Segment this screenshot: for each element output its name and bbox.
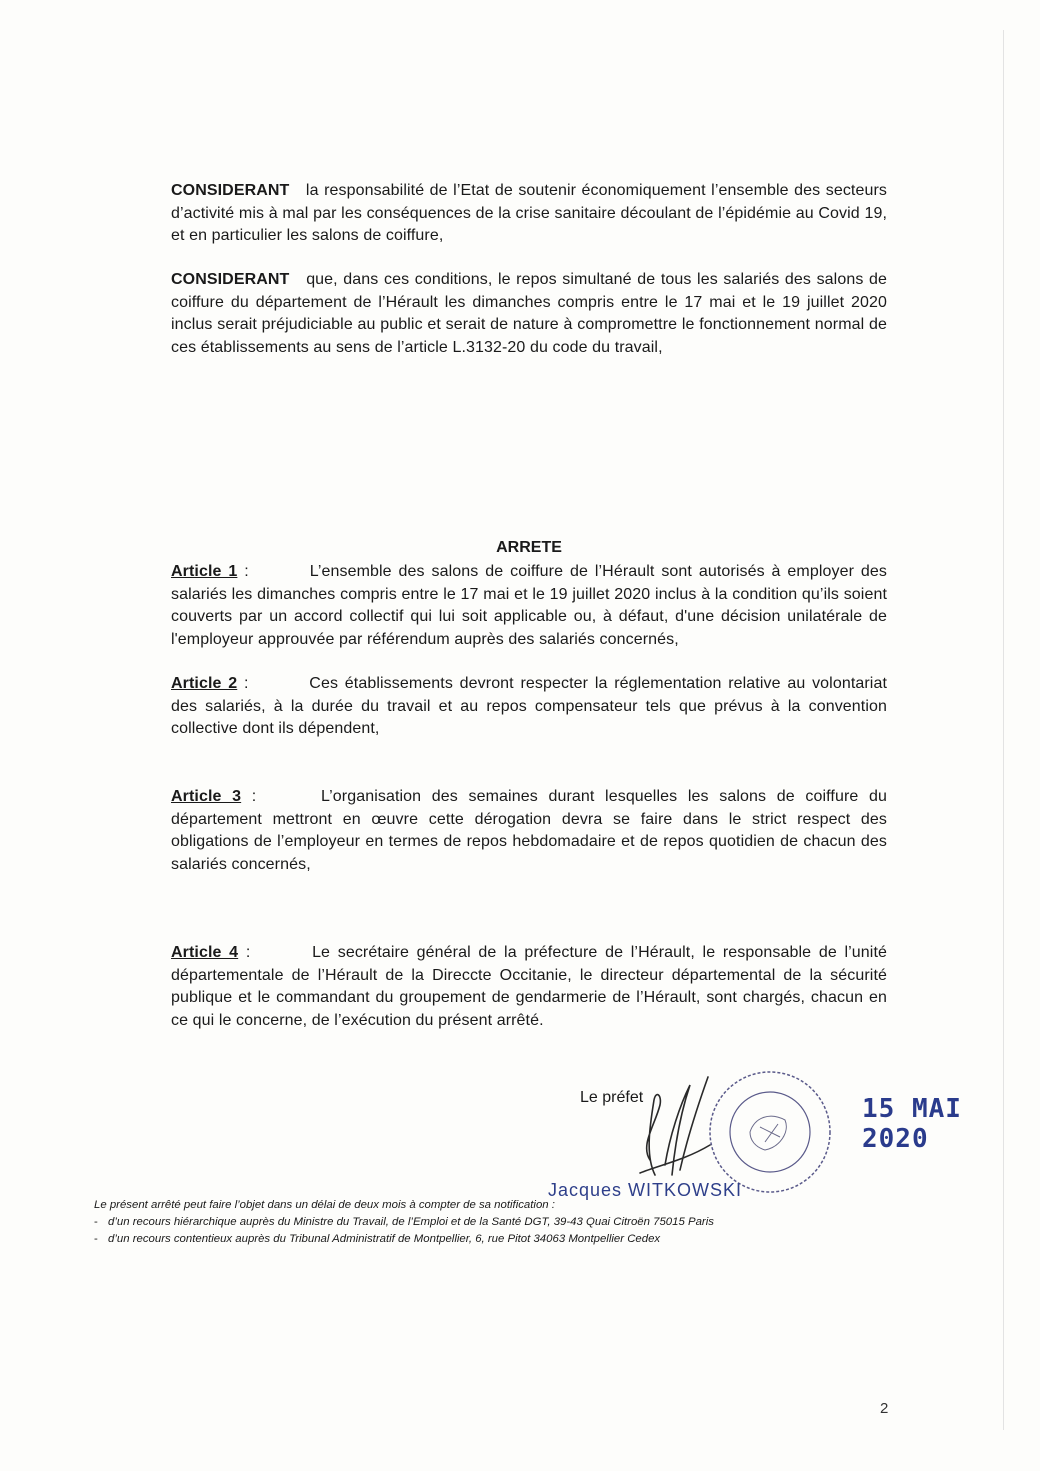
appeal-note-text: d’un recours contentieux auprès du Tribunal Administratif de Montpellier, 6, rue Pitot 34063 Montpellier Cedex	[108, 1233, 661, 1245]
appeal-note-item: - d’un recours hiérarchique auprès du Ministre du Travail, de l’Emploi et de la Santé DGT, 39-43 Quai Citroën 75015 Paris	[94, 1216, 714, 1228]
article-3	[171, 786, 887, 876]
article-suffix: :	[237, 675, 249, 692]
considerant-text: la responsabilité de l’Etat de soutenir économiquement l’ensemble des secteurs d’activité mis à mal par les conséquences de la crise sanitaire découlant de l’épidémie au Covid 19, et en particulier les salons de coiffure,	[171, 182, 887, 244]
article-suffix: :	[238, 944, 251, 961]
article-1	[171, 561, 887, 651]
decree-heading: ARRETE	[496, 539, 562, 556]
article-4	[171, 942, 887, 1032]
article-text: Le secrétaire général de la préfecture de l’Hérault, le responsable de l’unité départementale de l’Hérault de la Direccte Occitanie, le directeur départemental de la sécurité publique et le commandant du groupement de gendarmerie de l’Hérault, sont chargés, chacun en ce qui le concerne, de l’exécution du présent arrêté.	[171, 944, 887, 1029]
signatory-name: Jacques WITKOWSKI	[548, 1180, 743, 1200]
article-2	[171, 673, 887, 741]
article-label: Article 3	[171, 788, 242, 805]
article-text: L’organisation des semaines durant lesquelles les salons de coiffure du département mettront en œuvre cette dérogation devra se faire dans le strict respect des obligations de l’employeur en termes de repos hebdomadaire et de repos quotidien de chacun des salariés concernés,	[171, 788, 888, 873]
article-text: L’ensemble des salons de coiffure de l’Hérault sont autorisés à employer des salariés les dimanches compris entre le 17 mai et le 19 juillet 2020 inclus à la condition qu’ils soient couverts par un accord collectif qui lui soit applicable ou, à défaut, d'une décision unilatérale de l'employeur approuvée par référendum auprès des salariés concernés,	[171, 563, 888, 648]
page-number: 2	[880, 1400, 889, 1417]
considerant-1	[171, 180, 887, 248]
article-label: Article 2	[171, 675, 238, 692]
article-suffix: :	[237, 563, 249, 580]
article-label: Article 4	[171, 944, 239, 961]
appeal-note-text: d’un recours hiérarchique auprès du Ministre du Travail, de l’Emploi et de la Santé DGT, 39-43 Quai Citroën 75015 Paris	[108, 1216, 714, 1228]
considerant-lead: CONSIDERANT	[171, 271, 290, 288]
article-text: Ces établissements devront respecter la réglementation relative au volontariat des salariés, à la durée du travail et au repos compensateur tels que prévus à la convention collective dont ils dépendent,	[171, 675, 887, 737]
considerant-lead: CONSIDERANT	[171, 182, 290, 199]
considerant-text: que, dans ces conditions, le repos simultané de tous les salariés des salons de coiffure du département de l’Hérault les dimanches compris entre le 17 mai et le 19 juillet 2020 inclus serait préjudiciable au public et serait de nature à compromettre le fonctionnement normal de ces établissements au sens de l’article L.3132-20 du code du travail,	[171, 271, 887, 356]
page-edge	[1003, 30, 1004, 1430]
article-label: Article 1	[171, 563, 238, 580]
article-suffix: :	[241, 788, 257, 805]
appeal-note-intro: Le présent arrêté peut faire l’objet dans un délai de deux mois à compter de sa notification :	[94, 1199, 555, 1211]
considerant-2	[171, 269, 887, 359]
date-stamp: 15 MAI 2020	[862, 1094, 962, 1154]
signatory-title: Le préfet	[580, 1089, 644, 1106]
appeal-note-item: - d’un recours contentieux auprès du Tribunal Administratif de Montpellier, 6, rue Pitot 34063 Montpellier Cedex	[94, 1233, 661, 1245]
